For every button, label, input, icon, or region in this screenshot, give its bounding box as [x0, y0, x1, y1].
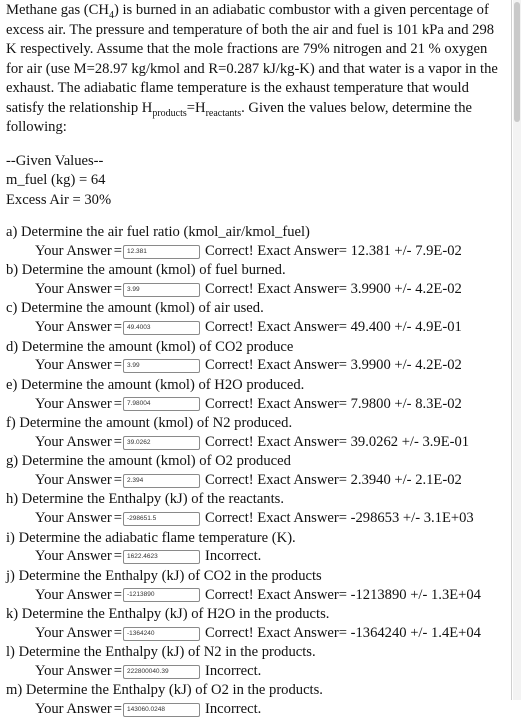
equals-sign: =	[113, 242, 123, 259]
answer-input-b[interactable]: 3.99	[123, 283, 200, 297]
your-answer-label: Your Answer	[35, 662, 112, 679]
question-k-prompt: k) Determine the Enthalpy (kJ) of H2O in the products.	[6, 605, 330, 622]
scrollbar-thumb[interactable]	[514, 2, 520, 122]
equals-sign: =	[113, 662, 123, 679]
equals-sign: =	[113, 433, 123, 450]
given-values	[6, 152, 506, 211]
problem-text-1: Methane gas (CH	[6, 2, 109, 18]
answer-input-l[interactable]: 222800040.39	[123, 665, 200, 679]
products-subscript: products	[152, 107, 187, 119]
answer-input-h[interactable]: -298651.5	[123, 512, 200, 526]
answer-input-j[interactable]: -1213890	[123, 588, 200, 602]
problem-content	[6, 1, 506, 719]
equals-sign: =	[113, 701, 123, 718]
your-answer-label: Your Answer	[35, 510, 112, 527]
your-answer-label: Your Answer	[35, 548, 112, 565]
answer-row	[6, 548, 506, 567]
answer-input-m[interactable]: 143060.0248	[123, 703, 200, 717]
your-answer-label: Your Answer	[35, 624, 112, 641]
answer-row	[6, 433, 506, 452]
question-f-prompt: f) Determine the amount (kmol) of N2 produced.	[6, 414, 293, 431]
answer-row	[6, 662, 506, 681]
question-list	[6, 223, 506, 719]
scrollbar[interactable]	[513, 0, 521, 700]
answer-feedback-c: Correct! Exact Answer= 49.400 +/- 4.9E-01	[205, 319, 462, 336]
your-answer-label: Your Answer	[35, 281, 112, 298]
answer-row	[6, 357, 506, 376]
question-l-prompt: l) Determine the Enthalpy (kJ) of N2 in the products.	[6, 644, 316, 661]
answer-feedback-d: Correct! Exact Answer= 3.9900 +/- 4.2E-02	[205, 357, 462, 374]
equals-sign: =	[113, 319, 123, 336]
answer-input-i[interactable]: 1622.4623	[123, 550, 200, 564]
answer-input-c[interactable]: 49.4003	[123, 321, 200, 335]
question-h-prompt: h) Determine the Enthalpy (kJ) of the reactants.	[6, 491, 284, 508]
equals-sign: =	[113, 472, 123, 489]
equals-sign: =	[113, 586, 123, 603]
answer-row	[6, 700, 506, 719]
equals-sign: =	[113, 395, 123, 412]
problem-text-3: . Given the values below, determine the following:	[6, 99, 472, 135]
answer-feedback-l: Incorrect.	[205, 662, 262, 679]
answer-feedback-j: Correct! Exact Answer= -1213890 +/- 1.3E+04	[205, 586, 481, 603]
your-answer-label: Your Answer	[35, 472, 112, 489]
question-d-prompt: d) Determine the amount (kmol) of CO2 produce	[6, 338, 294, 355]
answer-row	[6, 280, 506, 299]
answer-feedback-a: Correct! Exact Answer= 12.381 +/- 7.9E-02	[205, 242, 462, 259]
answer-row	[6, 242, 506, 261]
answer-input-a[interactable]: 12.381	[123, 245, 200, 259]
your-answer-label: Your Answer	[35, 433, 112, 450]
question-a-prompt: a) Determine the air fuel ratio (kmol_air/kmol_fuel)	[6, 224, 310, 240]
answer-row	[6, 586, 506, 605]
answer-input-d[interactable]: 3.99	[123, 359, 200, 373]
question-m-prompt: m) Determine the Enthalpy (kJ) of O2 in the products.	[6, 682, 323, 699]
question-c-prompt: c) Determine the amount (kmol) of air used.	[6, 300, 264, 317]
answer-row	[6, 509, 506, 528]
answer-row	[6, 395, 506, 414]
question-g-prompt: g) Determine the amount (kmol) of O2 produced	[6, 453, 291, 470]
equals-sign: =	[113, 357, 123, 374]
answer-feedback-g: Correct! Exact Answer= 2.3940 +/- 2.1E-02	[205, 472, 462, 489]
equals-sign: =	[113, 510, 123, 527]
your-answer-label: Your Answer	[35, 357, 112, 374]
answer-input-e[interactable]: 7.98004	[123, 397, 200, 411]
question-b-prompt: b) Determine the amount (kmol) of fuel burned.	[6, 262, 286, 279]
equals-h: =H	[186, 99, 206, 116]
answer-row	[6, 471, 506, 490]
question-i-prompt: i) Determine the adiabatic flame temperature (K).	[6, 529, 296, 546]
reactants-subscript: reactants	[205, 107, 242, 119]
answer-feedback-f: Correct! Exact Answer= 39.0262 +/- 3.9E-01	[205, 433, 470, 450]
equals-sign: =	[113, 281, 123, 298]
your-answer-label: Your Answer	[35, 242, 112, 259]
equals-sign: =	[113, 624, 123, 641]
given-excess-air: Excess Air = 30%	[6, 191, 112, 208]
your-answer-label: Your Answer	[35, 319, 112, 336]
problem-text-2: ) is burned in an adiabatic combustor with a given percentage of excess air. The pressure and temperature of both the air and fuel is 101 kPa and 298 K respectively. Assume that the mole fractions are 79% nitrogen and 21 % oxygen for air (use M=28.97 kg/kmol and R=0.287 kJ/kg-K) and that water is a vapor in the exhaust. The adiabatic flame temperature is the exhaust temperature that would satisfy the relationship H	[6, 2, 498, 116]
given-fuel-mass: m_fuel (kg) = 64	[6, 172, 106, 188]
equals-sign: =	[113, 548, 123, 565]
answer-feedback-k: Correct! Exact Answer= -1364240 +/- 1.4E+04	[205, 624, 481, 641]
answer-feedback-i: Incorrect.	[205, 548, 262, 565]
answer-feedback-e: Correct! Exact Answer= 7.9800 +/- 8.3E-02	[205, 395, 462, 412]
answer-feedback-m: Incorrect.	[205, 701, 262, 718]
answer-input-f[interactable]: 39.0262	[123, 436, 200, 450]
answer-row	[6, 318, 506, 337]
answer-feedback-b: Correct! Exact Answer= 3.9900 +/- 4.2E-02	[205, 281, 462, 298]
question-j-prompt: j) Determine the Enthalpy (kJ) of CO2 in the products	[6, 567, 322, 584]
question-e-prompt: e) Determine the amount (kmol) of H2O produced.	[6, 376, 305, 393]
answer-input-g[interactable]: 2.394	[123, 474, 200, 488]
your-answer-label: Your Answer	[35, 395, 112, 412]
your-answer-label: Your Answer	[35, 586, 112, 603]
answer-input-k[interactable]: -1364240	[123, 627, 200, 641]
your-answer-label: Your Answer	[35, 701, 112, 718]
problem-statement	[6, 1, 506, 138]
given-header: --Given Values--	[6, 152, 104, 169]
answer-row	[6, 624, 506, 643]
answer-feedback-h: Correct! Exact Answer= -298653 +/- 3.1E+03	[205, 510, 474, 527]
ch4-subscript: 4	[108, 9, 114, 21]
